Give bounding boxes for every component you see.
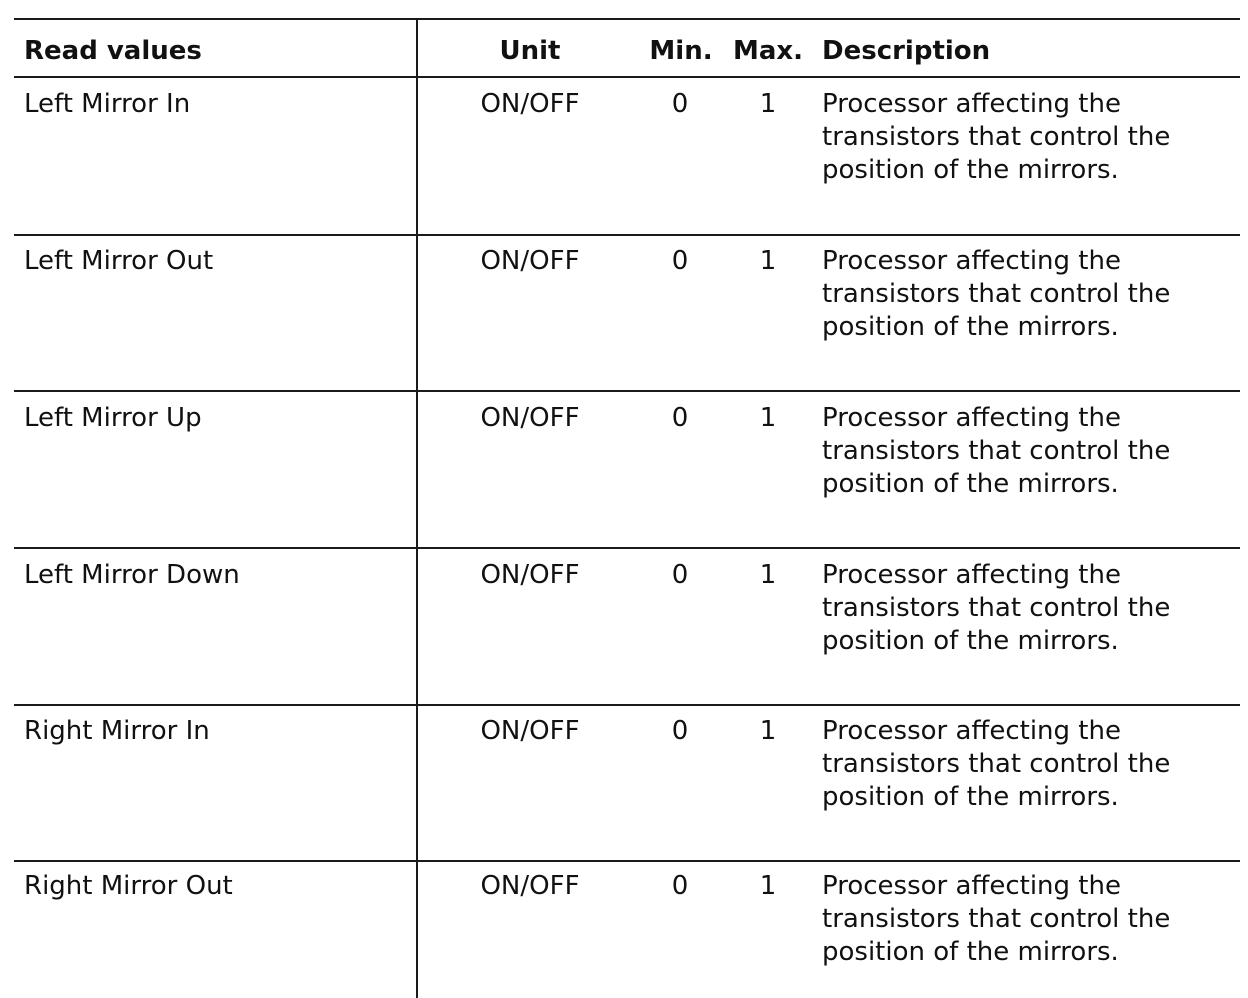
- header-description: Description: [822, 36, 991, 66]
- header-bottom-rule: [14, 76, 1240, 78]
- row-unit: ON/OFF: [480, 246, 580, 276]
- row-name: Right Mirror Out: [24, 871, 233, 901]
- row-max: 1: [759, 560, 777, 590]
- row-name: Right Mirror In: [24, 716, 210, 746]
- row-min: 0: [671, 716, 689, 746]
- row-min: 0: [671, 560, 689, 590]
- header-min: Min.: [649, 36, 713, 66]
- row-description: Processor affecting the transistors that control the position of the mirrors.: [822, 403, 1171, 499]
- row-min: 0: [671, 871, 689, 901]
- column-divider: [416, 18, 418, 998]
- row-max: 1: [759, 89, 777, 119]
- row-divider: [14, 860, 1240, 862]
- row-description: Processor affecting the transistors that control the position of the mirrors.: [822, 89, 1171, 185]
- row-unit: ON/OFF: [480, 89, 580, 119]
- row-divider: [14, 390, 1240, 392]
- row-unit: ON/OFF: [480, 871, 580, 901]
- row-divider: [14, 704, 1240, 706]
- row-divider: [14, 234, 1240, 236]
- row-description: Processor affecting the transistors that control the position of the mirrors.: [822, 246, 1171, 342]
- row-min: 0: [671, 89, 689, 119]
- header-unit: Unit: [499, 36, 561, 66]
- row-name: Left Mirror Down: [24, 560, 240, 590]
- row-description: Processor affecting the transistors that control the position of the mirrors.: [822, 716, 1171, 812]
- row-min: 0: [671, 246, 689, 276]
- row-min: 0: [671, 403, 689, 433]
- row-unit: ON/OFF: [480, 403, 580, 433]
- row-max: 1: [759, 403, 777, 433]
- row-name: Left Mirror Up: [24, 403, 202, 433]
- row-max: 1: [759, 871, 777, 901]
- row-max: 1: [759, 716, 777, 746]
- header-read-values: Read values: [24, 36, 202, 66]
- row-unit: ON/OFF: [480, 560, 580, 590]
- table-top-rule: [14, 18, 1240, 20]
- row-unit: ON/OFF: [480, 716, 580, 746]
- row-name: Left Mirror In: [24, 89, 191, 119]
- row-description: Processor affecting the transistors that control the position of the mirrors.: [822, 560, 1171, 656]
- row-divider: [14, 547, 1240, 549]
- row-name: Left Mirror Out: [24, 246, 214, 276]
- row-max: 1: [759, 246, 777, 276]
- header-max: Max.: [732, 36, 804, 66]
- row-description: Processor affecting the transistors that control the position of the mirrors.: [822, 871, 1171, 967]
